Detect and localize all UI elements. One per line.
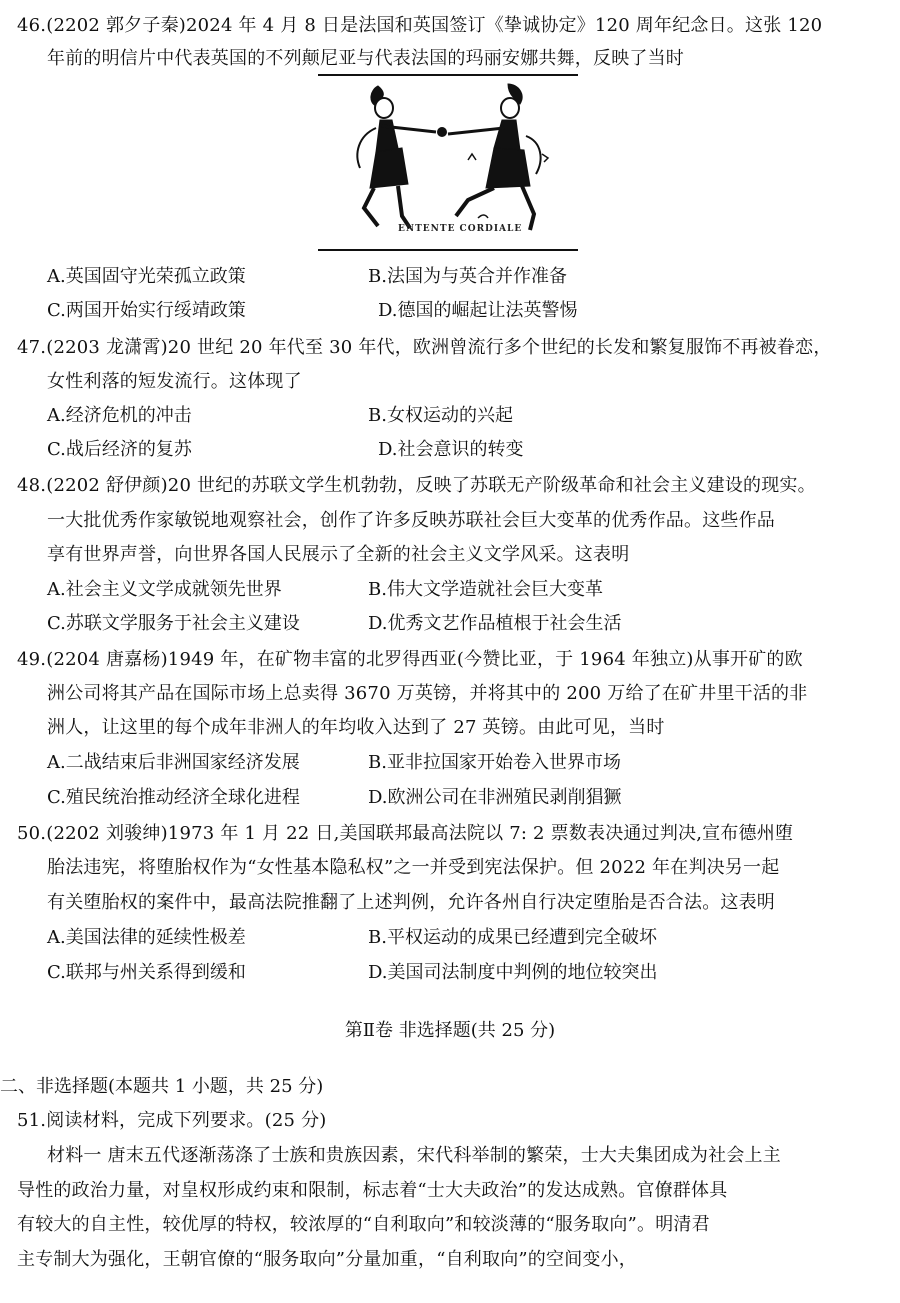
q47-option-b: B.女权运动的兴起 [368,405,513,426]
q48-stem-line1: 48.(2202 舒伊颜)20 世纪的苏联文学生机勃勃，反映了苏联无产阶级革命和社会主义建设的现实。 [17,475,816,496]
q48-option-b: B.伟大文学造就社会巨大变革 [368,579,603,600]
q51-material-line1: 材料一 唐末五代逐渐荡涤了士族和贵族因素，宋代科举制的繁荣，士大夫集团成为社会上主 [47,1145,781,1166]
q50-option-d: D.美国司法制度中判例的地位较突出 [368,962,658,983]
q51-material-line3: 有较大的自主性，较优厚的特权，较浓厚的“自利取向”和较淡薄的“服务取向”。明清君 [17,1214,710,1235]
q47-stem-line1: 47.(2203 龙潇霄)20 世纪 20 年代至 30 年代，欧洲曾流行多个世纪的长发和繁复服饰不再被眷恋， [17,337,832,358]
q46-stem-line2: 年前的明信片中代表英国的不列颠尼亚与代表法国的玛丽安娜共舞，反映了当时 [47,48,684,69]
q49-option-b: B.亚非拉国家开始卷入世界市场 [368,752,621,773]
q49-option-c: C.殖民统治推动经济全球化进程 [47,787,300,808]
q46-stem-line1: 46.(2202 郭夕子秦)2024 年 4 月 8 日是法国和英国签订《挚诚协定》120 周年纪念日。这张 120 [17,15,823,36]
q49-option-d: D.欧洲公司在非洲殖民剥削猖獗 [368,787,622,808]
section-ii-title: 第Ⅱ卷 非选择题(共 25 分) [344,1020,556,1041]
q48-stem-line3: 享有世界声誉，向世界各国人民展示了全新的社会主义文学风采。这表明 [47,544,630,565]
q50-stem-line2: 胎法违宪，将堕胎权作为“女性基本隐私权”之一并受到宪法保护。但 2022 年在判决另一起 [47,857,780,878]
q49-stem-line1: 49.(2204 唐嘉杨)1949 年，在矿物丰富的北罗得西亚(今赞比亚，于 1964 年独立)从事开矿的欧 [17,649,803,670]
q46-option-d: D.德国的崛起让法英警惕 [378,300,578,321]
postcard-caption: ENTENTE CORDIALE [398,224,523,234]
q50-stem-line1: 50.(2202 刘骏绅)1973 年 1 月 22 日,美国联邦最高法院以 7: 2 票数表决通过判决,宣布德州堕 [17,823,794,844]
q48-option-a: A.社会主义文学成就领先世界 [47,579,282,600]
q48-option-d: D.优秀文艺作品植根于社会生活 [368,613,622,634]
q46-option-b: B.法国为与英合并作准备 [368,266,567,287]
q46-option-a: A.英国固守光荣孤立政策 [47,266,246,287]
dancing-figures-illustration [318,76,578,245]
q51-material-line2: 导性的政治力量，对皇权形成约束和限制，标志着“士大夫政治”的发达成熟。官僚群体具 [17,1180,728,1201]
q47-option-c: C.战后经济的复苏 [47,439,192,460]
q50-option-c: C.联邦与州关系得到缓和 [47,962,246,983]
postcard-figure [318,74,578,251]
q51-stem: 51.阅读材料，完成下列要求。(25 分) [17,1110,327,1131]
q47-option-a: A.经济危机的冲击 [47,405,192,426]
q51-material-line4: 主专制大为强化，王朝官僚的“服务取向”分量加重，“自利取向”的空间变小， [17,1249,638,1270]
q47-stem-line2: 女性利落的短发流行。这体现了 [47,371,302,392]
q47-option-d: D.社会意识的转变 [378,439,524,460]
q50-option-a: A.美国法律的延续性极差 [47,927,246,948]
q50-option-b: B.平权运动的成果已经遭到完全破坏 [368,927,657,948]
section-heading: 二、非选择题(本题共 1 小题，共 25 分) [0,1076,324,1097]
q49-option-a: A.二战结束后非洲国家经济发展 [47,752,300,773]
q50-stem-line3: 有关堕胎权的案件中，最高法院推翻了上述判例，允许各州自行决定堕胎是否合法。这表明 [47,892,775,913]
q48-stem-line2: 一大批优秀作家敏锐地观察社会，创作了许多反映苏联社会巨大变革的优秀作品。这些作品 [47,510,775,531]
q49-stem-line2: 洲公司将其产品在国际市场上总卖得 3670 万英镑，并将其中的 200 万给了在矿井里干活的非 [47,683,808,704]
q46-option-c: C.两国开始实行绥靖政策 [47,300,246,321]
q49-stem-line3: 洲人，让这里的每个成年非洲人的年均收入达到了 27 英镑。由此可见，当时 [47,717,665,738]
q48-option-c: C.苏联文学服务于社会主义建设 [47,613,300,634]
